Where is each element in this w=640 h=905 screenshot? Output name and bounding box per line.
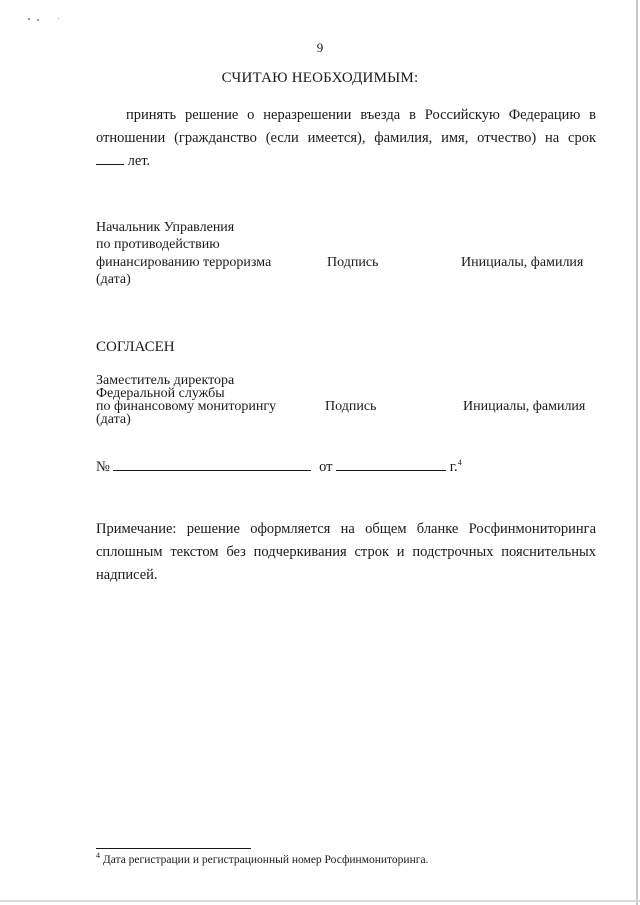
footnote-separator: [96, 848, 251, 849]
signatory1-title-line2: по противодействию: [96, 237, 220, 252]
year-suffix: г.: [449, 459, 458, 475]
note-line-3: надписей.: [96, 567, 158, 583]
from-label: от: [319, 459, 333, 475]
approval-title-line1: Заместитель директора: [96, 373, 235, 388]
scan-speck: [58, 18, 59, 19]
signatory1-date: (дата): [96, 272, 131, 287]
approval-name-label: Инициалы, фамилия: [463, 399, 586, 414]
decision-line-1: принять решение о неразрешении въезда в Российскую Федерацию в: [126, 107, 596, 123]
approval-date: (дата): [96, 412, 131, 427]
approval-label: СОГЛАСЕН: [96, 339, 175, 355]
decision-paragraph: [96, 104, 596, 173]
note-paragraph: [96, 518, 596, 587]
page-number: 9: [316, 40, 324, 55]
approval-signature-label: Подпись: [325, 399, 377, 414]
signatory1-name-label: Инициалы, фамилия: [461, 255, 584, 270]
note-line-2: сплошным текстом без подчеркивания строк и подстрочных пояснительных: [96, 544, 596, 560]
signatory1-title-line1: Начальник Управления: [96, 220, 235, 235]
scan-speck: [37, 19, 39, 21]
registration-line: [96, 459, 462, 476]
registration-number-blank: [113, 470, 311, 471]
section-heading: СЧИТАЮ НЕОБХОДИМЫМ:: [221, 70, 419, 86]
note-line-1: Примечание: решение оформляется на общем бланке Росфинмониторинга: [96, 521, 596, 537]
footnote-ref: 4: [457, 458, 462, 468]
signatory1-signature-label: Подпись: [327, 255, 379, 270]
footnote: [96, 851, 429, 866]
approval-title-line2: Федеральной службы: [96, 386, 225, 401]
number-sign: №: [96, 459, 110, 475]
term-suffix: лет.: [127, 153, 151, 169]
signatory1-title-line3: финансированию терроризма: [96, 255, 272, 270]
footnote-marker: 4: [96, 851, 100, 861]
approval-title-line3: по финансовому мониторингу: [96, 399, 277, 414]
footnote-text: Дата регистрации и регистрационный номер Росфинмониторинга.: [102, 854, 429, 866]
decision-line-2: отношении (гражданство (если имеется), фамилия, имя, отчество) на срок: [96, 130, 596, 146]
registration-date-blank: [336, 470, 446, 471]
scan-edge-bottom: [0, 900, 640, 902]
term-blank: [96, 164, 124, 165]
scan-speck: [28, 18, 30, 20]
decision-line-3: [96, 150, 596, 173]
scan-edge-right: [636, 0, 638, 905]
